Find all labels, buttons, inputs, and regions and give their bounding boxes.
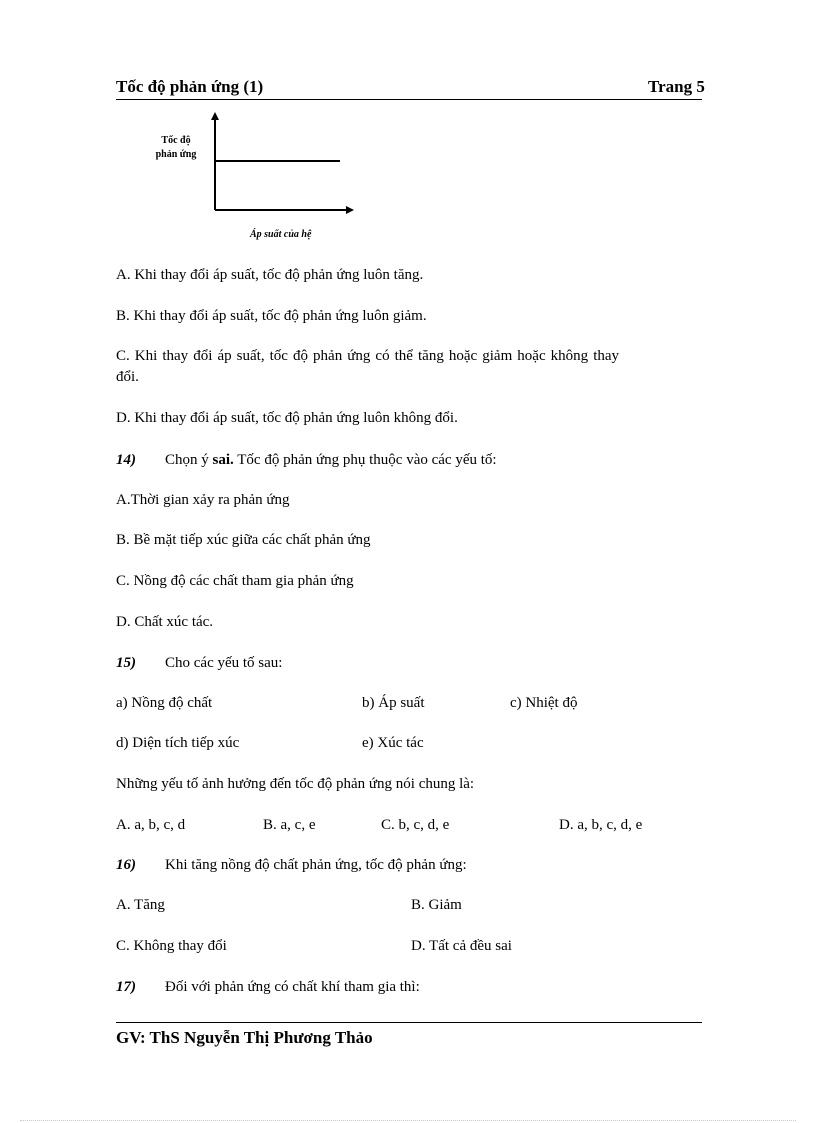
q13-option-a: A. Khi thay đổi áp suất, tốc độ phản ứng luôn tăng. xyxy=(116,267,424,283)
q15-option-d: D. a, b, c, d, e xyxy=(559,817,643,833)
q13-option-c-line2: đổi. xyxy=(116,369,139,385)
q14-option-a: A.Thời gian xảy ra phản ứng xyxy=(116,492,290,508)
graph-ylabel-2: phản ứng xyxy=(155,149,197,160)
x-axis-arrow xyxy=(346,206,354,214)
header-rule xyxy=(116,99,702,100)
q14-prompt xyxy=(165,452,497,469)
q14-prompt-post: Tốc độ phản ứng phụ thuộc vào các yếu tố: xyxy=(233,452,497,468)
q16-option-a: A. Tăng xyxy=(116,897,165,913)
q15-factor-a: a) Nồng độ chất xyxy=(116,695,213,711)
q16-number: 16) xyxy=(116,857,136,873)
q15-factor-d: d) Diện tích tiếp xúc xyxy=(116,735,240,751)
graph-ylabel-1: Tốc độ xyxy=(161,135,191,146)
y-axis-arrow xyxy=(211,112,219,120)
page-number: Trang 5 xyxy=(648,77,705,96)
q16-option-d: D. Tất cả đều sai xyxy=(411,938,512,954)
q15-option-c: C. b, c, d, e xyxy=(381,817,450,833)
q13-option-b: B. Khi thay đổi áp suất, tốc độ phản ứng luôn giảm. xyxy=(116,308,427,324)
q15-option-a: A. a, b, c, d xyxy=(116,817,186,833)
q13-option-c-line1: C. Khi thay đổi áp suất, tốc độ phản ứng có thể tăng hoặc giảm hoặc không thay xyxy=(116,348,620,364)
q16-prompt: Khi tăng nồng độ chất phản ứng, tốc độ phản ứng: xyxy=(165,857,467,873)
q17-number: 17) xyxy=(116,979,136,995)
q17-prompt: Đối với phản ứng có chất khí tham gia thì: xyxy=(165,979,420,995)
q15-factor-b: b) Áp suất xyxy=(362,695,425,711)
q15-number: 15) xyxy=(116,655,136,671)
q15-prompt: Cho các yếu tố sau: xyxy=(165,655,283,671)
q14-number: 14) xyxy=(116,452,136,468)
graph-xlabel: Áp suất của hệ xyxy=(250,229,312,240)
q14-prompt-bold: sai. xyxy=(212,452,234,468)
q14-block xyxy=(116,452,136,469)
graph-axes xyxy=(205,110,360,215)
q14-option-b: B. Bề mặt tiếp xúc giữa các chất phản ứng xyxy=(116,532,371,548)
q16-option-c: C. Không thay đổi xyxy=(116,938,227,954)
q13-option-d: D. Khi thay đổi áp suất, tốc độ phản ứng luôn không đổi. xyxy=(116,410,458,426)
q15-option-b: B. a, c, e xyxy=(263,817,316,833)
q14-prompt-pre: Chọn ý xyxy=(165,452,213,468)
q15-question: Những yếu tố ảnh hưởng đến tốc độ phản ứng nói chung là: xyxy=(116,776,475,792)
q16-option-b: B. Giảm xyxy=(411,897,462,913)
header-title: Tốc độ phản ứng (1) xyxy=(116,77,264,96)
page-bottom-dotted-border xyxy=(20,1120,796,1121)
footer-rule xyxy=(116,1022,702,1023)
q14-option-d: D. Chất xúc tác. xyxy=(116,614,214,630)
footer-author: GV: ThS Nguyễn Thị Phương Thảo xyxy=(116,1028,373,1047)
q15-factor-c: c) Nhiệt độ xyxy=(510,695,578,711)
q15-factor-e: e) Xúc tác xyxy=(362,735,424,751)
q14-option-c: C. Nồng độ các chất tham gia phản ứng xyxy=(116,573,354,589)
